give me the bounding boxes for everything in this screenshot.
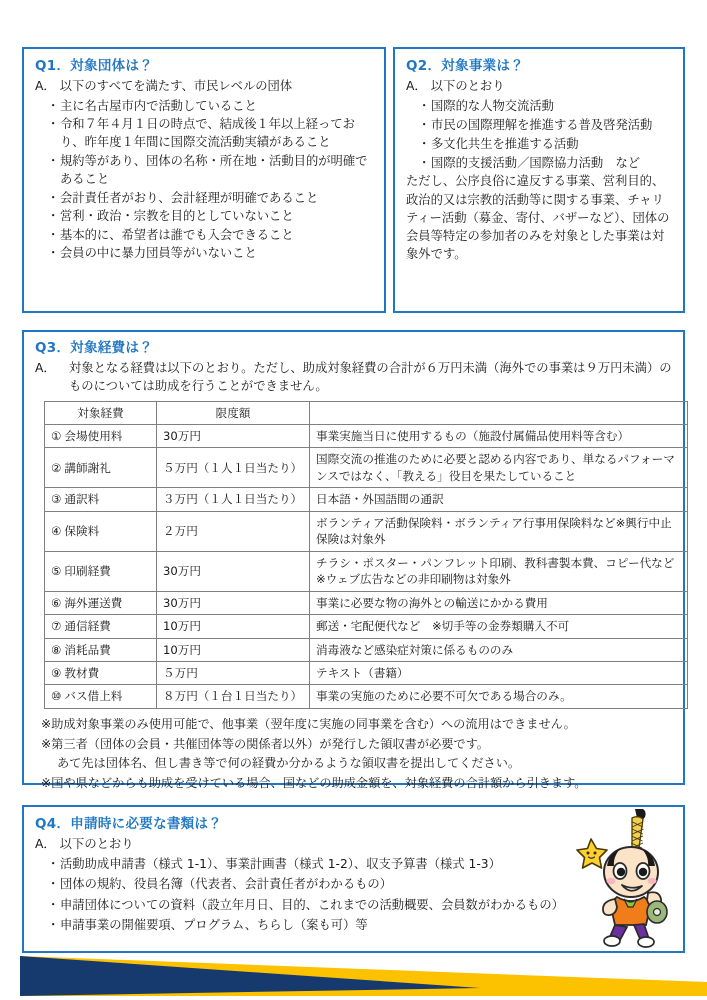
table-row — [45, 488, 688, 511]
list-item: ・ 国際的な人物交流活動 — [420, 97, 675, 115]
list-item: ・ 国際的支援活動／国際協力活動 など — [420, 154, 675, 172]
eligible-expenses-table — [44, 401, 688, 709]
expense-limit: 10万円 — [157, 615, 310, 638]
expense-description: チラシ・ポスター・パンフレット印刷、教科書製本費、コピー代など ※ウェブ広告などの非印刷物は対象外 — [310, 551, 688, 591]
column-header-notes — [310, 401, 688, 424]
list-item: ・ 申請団体についての資料（設立年月日、目的、これまでの活動概要、会員数がわかるもの） — [49, 896, 673, 916]
note-line: ※助成対象事業のみ使用可能で、他事業（翌年度に実施の同事業を含む）への流用はできません。 — [41, 716, 576, 731]
table-row — [45, 591, 688, 614]
q1-bullet-list — [35, 97, 375, 263]
row-number: ⑩ — [51, 689, 62, 704]
expense-limit: 10万円 — [157, 638, 310, 661]
row-number: ⑦ — [51, 619, 62, 634]
list-item: ・ 営利・政治・宗教を目的としていないこと — [49, 207, 375, 225]
expense-item — [45, 685, 157, 708]
q2-answer-label: A． — [406, 78, 427, 93]
expense-item — [45, 488, 157, 511]
row-number: ③ — [51, 492, 62, 507]
expense-limit: ５万円 — [157, 661, 310, 684]
expense-item-label: バス借上料 — [64, 689, 123, 704]
table-row — [45, 615, 688, 638]
expense-item-label: 会場使用料 — [64, 428, 123, 443]
expense-description: 消毒液など感染症対策に係るもののみ — [310, 638, 688, 661]
q4-bullet-list — [35, 855, 673, 936]
expense-description: 事業実施当日に使用するもの（施設付属備品使用料等含む） — [310, 424, 688, 447]
expense-description: ボランティア活動保険料・ボランティア行事用保険料など※興行中止保険は対象外 — [310, 511, 688, 551]
expense-item — [45, 448, 157, 488]
q3-answer — [35, 360, 673, 396]
expense-limit: ８万円（１台１日当たり） — [157, 685, 310, 708]
list-item: ・ 申請事業の開催要項、プログラム、ちらし（案も可）等 — [49, 916, 673, 936]
list-item: ・ 基本的に、希望者は誰でも入会できること — [49, 226, 375, 244]
list-item: ・ 市民の国際理解を推進する普及啓発活動 — [420, 116, 675, 134]
q3-panel — [22, 330, 686, 791]
q2-exclusion-note: ただし、公序良俗に違反する事業、営利目的、政治的又は宗教的活動等に関する事業、チャリティー活動（募金、寄付、バザーなど）、団体の会員等特定の参加者のみを対象とした事業は対象外です。 — [406, 174, 670, 261]
expense-limit: 30万円 — [157, 424, 310, 447]
row-number: ⑧ — [51, 642, 62, 657]
expense-item-label: 海外運送費 — [64, 595, 123, 610]
q2-answer-text: 以下のとおり — [430, 78, 505, 93]
table-row — [45, 551, 688, 591]
expense-item — [45, 661, 157, 684]
list-item: ・ 多文化共生を推進する活動 — [420, 135, 675, 153]
expense-item-label: 消耗品費 — [64, 642, 111, 657]
column-header-limit: 限度額 — [157, 401, 310, 424]
footer-ribbon — [0, 952, 707, 1000]
table-row — [45, 661, 688, 684]
list-item: ・ 規約等があり、団体の名称・所在地・活動目的が明確であること — [49, 152, 375, 188]
q2-bullet-list — [406, 97, 675, 172]
note-line: ※国や県などからも助成を受けている場合、国などの助成金額を、対象経費の合計額から引きます。 — [41, 776, 587, 791]
q4-title: Q4．申請時に必要な書類は？ — [35, 816, 223, 832]
note-line: あて先は団体名、但し書き等で何の経費か分かるような領収書を提出してください。 — [57, 756, 521, 771]
table-row — [45, 448, 688, 488]
row-number: ⑥ — [51, 595, 62, 610]
q1-answer-label: A． — [35, 78, 56, 93]
q1-title: Q1．対象団体は？ — [35, 58, 154, 74]
note-line: ※第三者（団体の会員・共催団体等の関係者以外）が発行した領収書が必要です。 — [41, 736, 489, 751]
expense-item-label: 講師謝礼 — [64, 460, 111, 475]
q2-answer — [406, 78, 675, 96]
q1-answer — [35, 78, 375, 96]
expense-description: 事業の実施のために必要不可欠である場合のみ。 — [310, 685, 688, 708]
q3-title: Q3．対象経費は？ — [35, 340, 154, 356]
expense-limit: ３万円（１人１日当たり） — [157, 488, 310, 511]
expense-description: 事業に必要な物の海外との輸送にかかる費用 — [310, 591, 688, 614]
expense-description: 郵送・宅配便代など ※切手等の金券類購入不可 — [310, 615, 688, 638]
q4-panel — [22, 805, 685, 953]
expense-item — [45, 638, 157, 661]
list-item: ・ 団体の規約、役員名簿（代表者、会計責任者がわかるもの） — [49, 875, 673, 895]
expense-item — [45, 615, 157, 638]
list-item: ・ 会員の中に暴力団員等がいないこと — [49, 244, 375, 262]
list-item: ・ 活動助成申請書（様式 1-1）、事業計画書（様式 1-2）、収支予算書（様式 1-3） — [49, 855, 673, 875]
expense-item — [45, 424, 157, 447]
q4-answer — [35, 836, 673, 854]
expense-description: 日本語・外国語間の通訳 — [310, 488, 688, 511]
table-row — [45, 638, 688, 661]
q2-panel — [393, 47, 685, 313]
row-number: ⑨ — [51, 665, 62, 680]
row-number: ④ — [51, 524, 62, 539]
expense-description: テキスト（書籍） — [310, 661, 688, 684]
list-item: ・ 主に名古屋市内で活動していること — [49, 97, 375, 115]
q1-answer-text: 以下のすべてを満たす、市民レベルの団体 — [59, 78, 293, 93]
table-row — [45, 511, 688, 551]
q3-answer-label: A． — [35, 360, 56, 375]
q1-panel — [22, 47, 386, 313]
expense-item-label: 保険料 — [64, 524, 100, 539]
expense-limit: 30万円 — [157, 591, 310, 614]
expense-description: 国際交流の推進のために必要と認める内容であり、単なるパフォーマンスではなく、「教える」役目を果たしていること — [310, 448, 688, 488]
table-header-row — [45, 401, 688, 424]
table-body — [45, 424, 688, 708]
q3-answer-text: 対象となる経費は以下のとおり。ただし、助成対象経費の合計が６万円未満（海外での事業は９万円未満）のものについては助成を行うことができません。 — [69, 360, 672, 393]
q4-answer-label: A． — [35, 836, 56, 851]
column-header-item: 対象経費 — [45, 401, 157, 424]
expense-limit: ２万円 — [157, 511, 310, 551]
table-row — [45, 685, 688, 708]
expense-item — [45, 591, 157, 614]
q2-title: Q2．対象事業は？ — [406, 58, 525, 74]
q4-answer-text: 以下のとおり — [59, 836, 134, 851]
row-number: ② — [51, 460, 62, 475]
expense-item-label: 通信経費 — [64, 619, 111, 634]
row-number: ① — [51, 428, 62, 443]
expense-item-label: 通訳料 — [64, 492, 100, 507]
expense-limit: 30万円 — [157, 551, 310, 591]
expense-limit: ５万円（１人１日当たり） — [157, 448, 310, 488]
expense-item — [45, 551, 157, 591]
list-item: ・ 令和７年４月１日の時点で、結成後１年以上経っており、昨年度１年間に国際交流活動実績があること — [49, 115, 375, 151]
row-number: ⑤ — [51, 563, 62, 578]
expense-item-label: 教材費 — [64, 665, 100, 680]
expense-item-label: 印刷経費 — [64, 563, 111, 578]
expense-item — [45, 511, 157, 551]
list-item: ・ 会計責任者がおり、会計経理が明確であること — [49, 189, 375, 207]
q3-notes — [41, 715, 673, 794]
table-row — [45, 424, 688, 447]
